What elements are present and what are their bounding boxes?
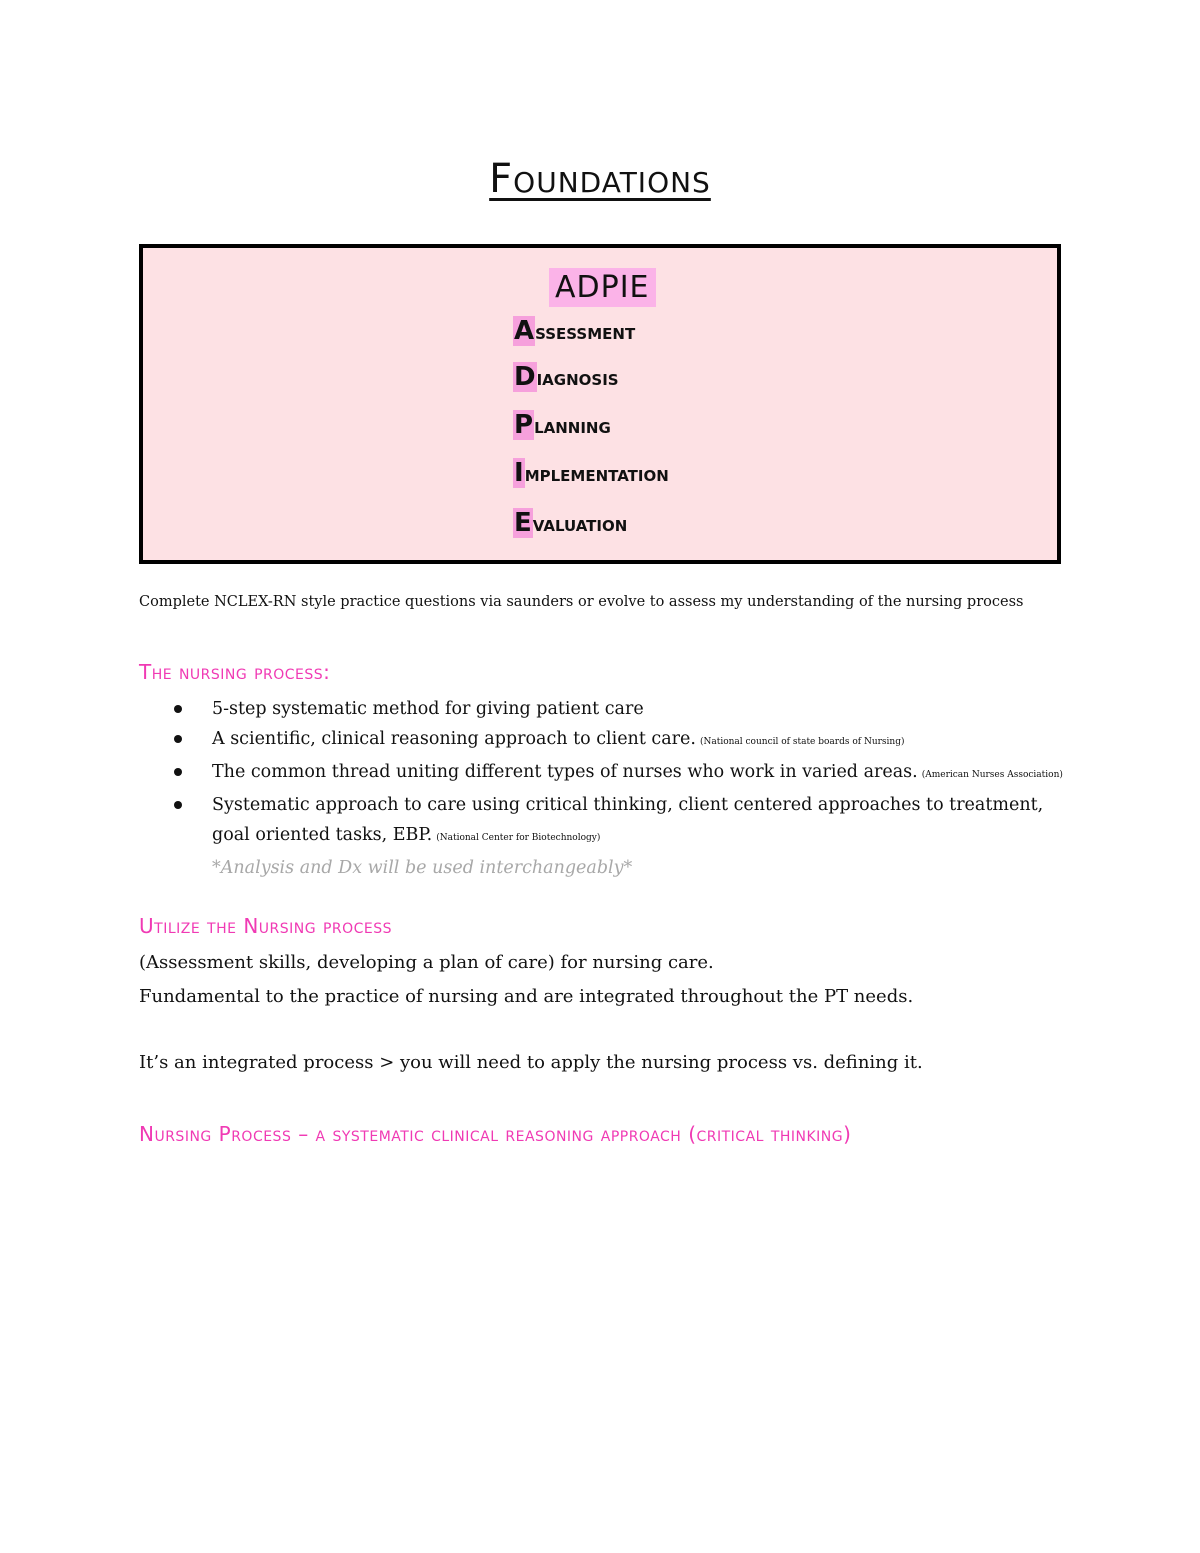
practice-note: Complete NCLEX-RN style practice questions via saunders or evolve to assess my understanding of the nursing process <box>139 594 1024 610</box>
italic-note: *Analysis and Dx will be used interchangeably* <box>212 858 633 878</box>
step-rest: lanning <box>534 414 611 439</box>
bullet-icon <box>174 705 182 713</box>
list-item <box>170 694 1070 724</box>
step-rest: valuation <box>532 512 628 537</box>
section-heading-nursing-process-definition: Nursing Process – a systematic clinical reasoning approach (critical thinking) <box>139 1122 852 1146</box>
step-rest: mplementation <box>524 462 669 487</box>
adpie-step-diagnosis <box>513 362 619 392</box>
section-heading-nursing-process: The nursing process: <box>139 660 331 684</box>
adpie-heading: ADPIE <box>549 268 656 307</box>
paragraph-line: (Assessment skills, developing a plan of care) for nursing care. <box>139 952 714 973</box>
adpie-step-implementation <box>513 458 669 488</box>
bullet-text: A scientific, clinical reasoning approach to client care. <box>212 729 696 749</box>
adpie-step-planning <box>513 410 611 440</box>
list-item-continuation <box>170 853 1070 883</box>
step-initial: P <box>514 410 534 440</box>
bullet-icon <box>174 768 182 776</box>
step-rest: ssessment <box>535 320 636 345</box>
nursing-process-bullets <box>170 694 1070 883</box>
list-item <box>170 790 1070 820</box>
bullet-text: The common thread uniting different types of nurses who work in varied areas. <box>212 762 918 782</box>
section-heading-utilize: Utilize the Nursing process <box>139 914 393 938</box>
step-initial: D <box>514 362 536 392</box>
list-item <box>170 724 1070 757</box>
step-initial: I <box>514 458 524 488</box>
bullet-text: goal oriented tasks, EBP. <box>212 825 433 845</box>
bullet-icon <box>174 735 182 743</box>
step-rest: iagnosis <box>536 366 619 391</box>
page-title: Foundations <box>489 156 711 202</box>
citation: (National Center for Biotechnology) <box>436 833 601 843</box>
paragraph-line: It’s an integrated process > you will need to apply the nursing process vs. defining it. <box>139 1052 923 1073</box>
adpie-step-evaluation <box>513 508 627 538</box>
bullet-text: 5-step systematic method for giving patient care <box>212 699 644 719</box>
paragraph-line: Fundamental to the practice of nursing and are integrated throughout the PT needs. <box>139 986 914 1007</box>
list-item-continuation <box>170 820 1070 853</box>
adpie-box <box>139 244 1061 564</box>
page-title-wrap <box>0 156 1200 202</box>
adpie-step-assessment <box>513 316 635 346</box>
step-initial: A <box>514 316 535 346</box>
step-initial: E <box>514 508 532 538</box>
citation: (National council of state boards of Nursing) <box>699 737 905 747</box>
bullet-icon <box>174 801 182 809</box>
bullet-text: Systematic approach to care using critical thinking, client centered approaches to treatment, <box>212 795 1044 815</box>
citation: (American Nurses Association) <box>921 770 1063 780</box>
list-item <box>170 757 1070 790</box>
